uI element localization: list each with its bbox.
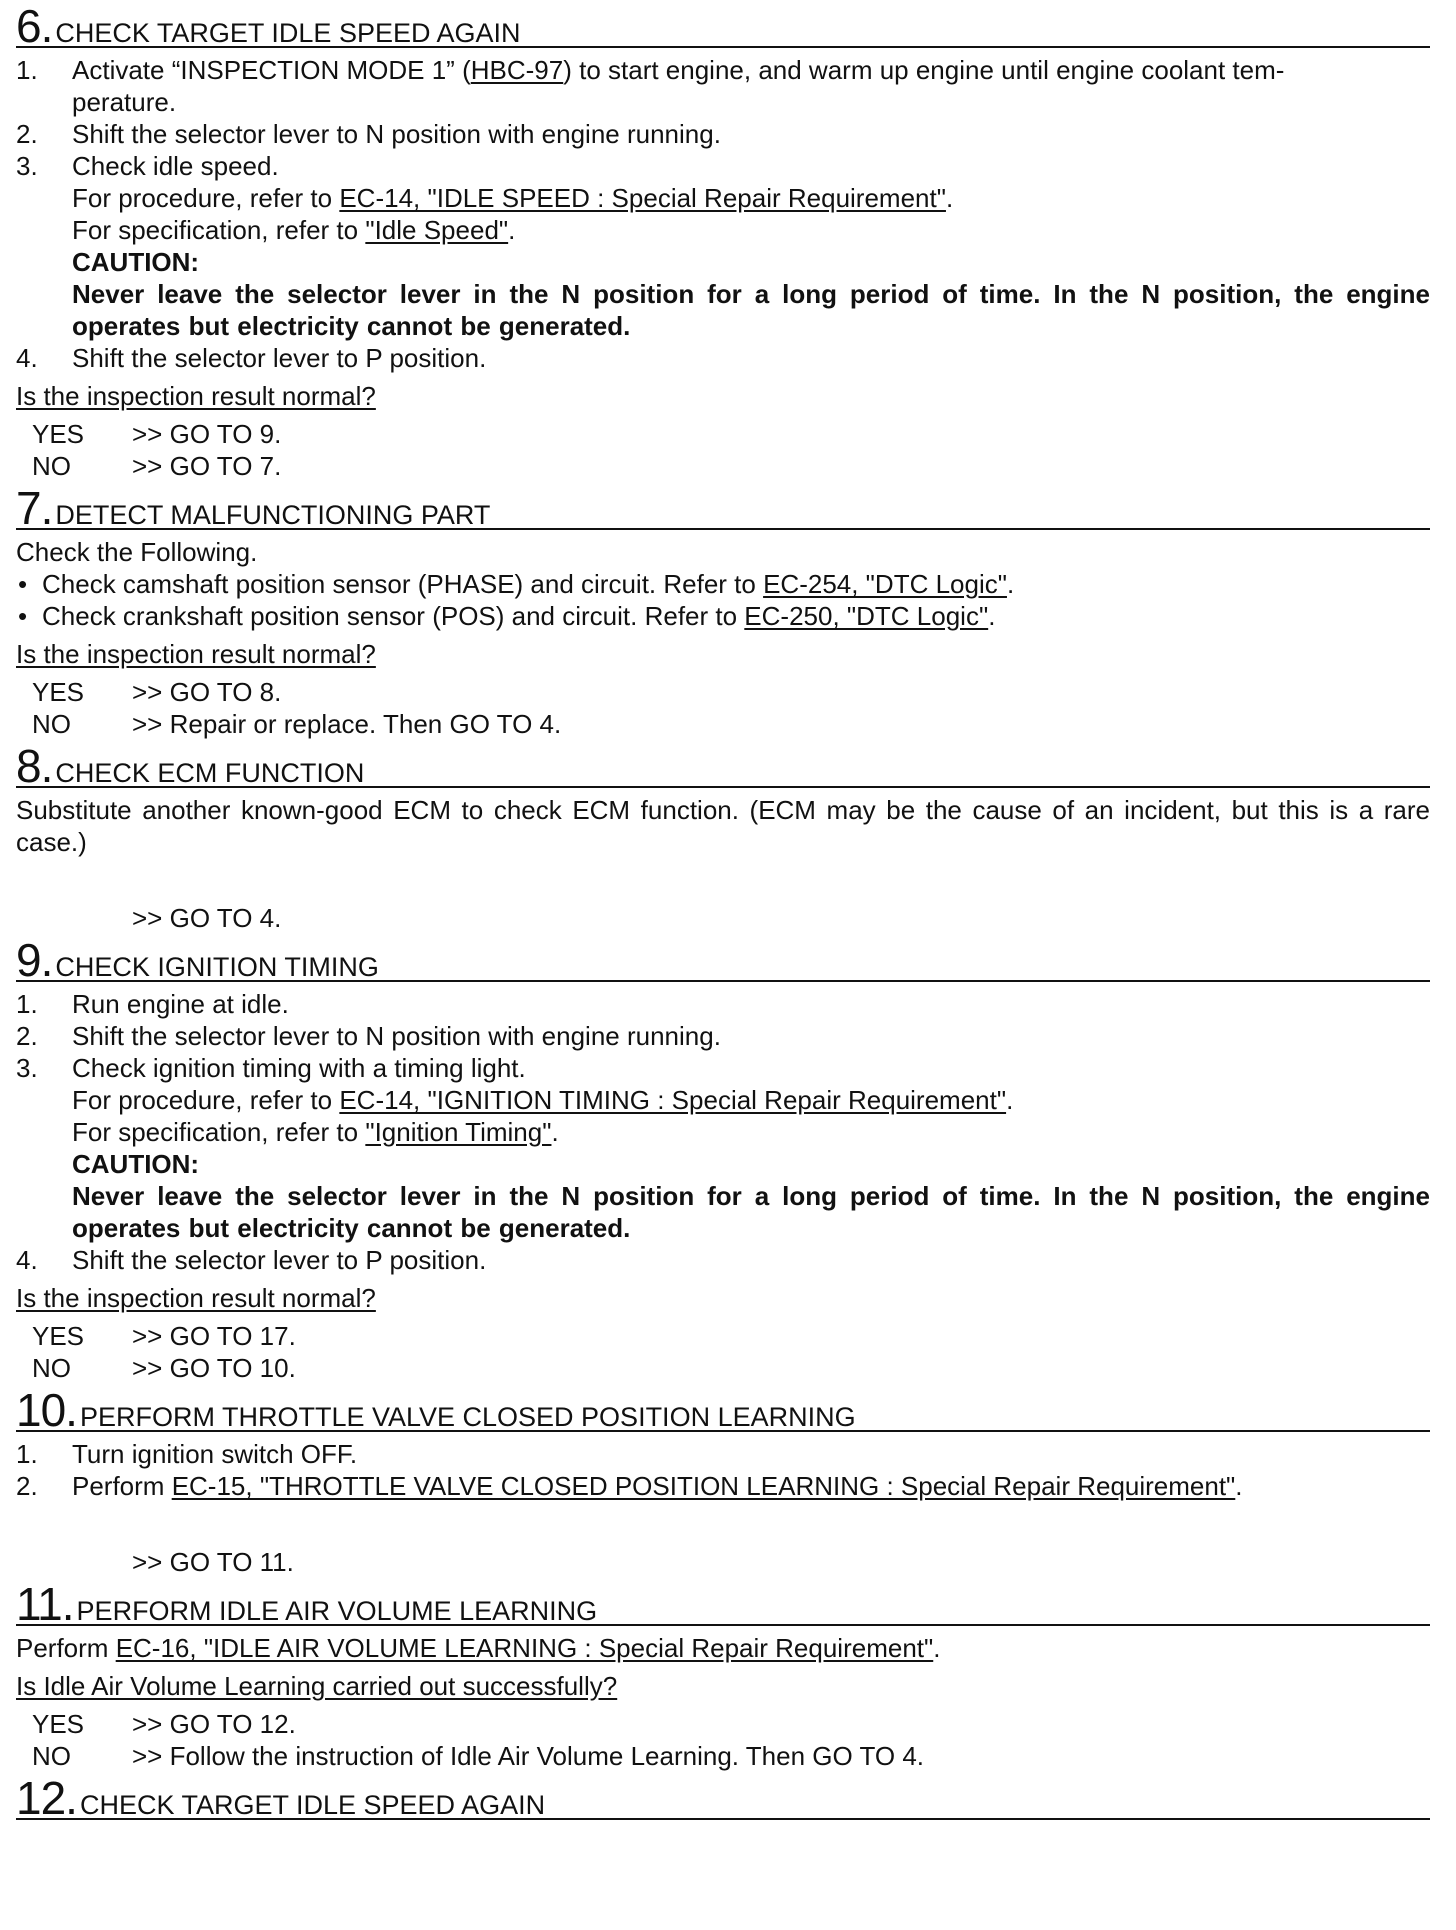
inspection-question: Is the inspection result normal?: [16, 1283, 376, 1313]
step-11: 11 . PERFORM IDLE AIR VOLUME LEARNING Perform EC-16, "IDLE AIR VOLUME LEARNING : Special Repair Requirement". Is Idle Air Volume Learning carried out successfully? YES >> GO TO 12. NO >> Follow the instruction of Idle Air Volume Learning. Then GO TO 4.: [16, 1578, 1430, 1772]
step-7: 7 . DETECT MALFUNCTIONING PART Check the Following. • Check camshaft position sensor (PHASE) and circuit. Refer to EC-254, "DTC Logic". • Check crankshaft position sensor (POS) and circuit. Refer to EC-250, "DTC Logic". Is the inspection result normal? YES >> GO TO 8. NO >> Repair or replace. Then GO TO 4.: [16, 482, 1430, 740]
bullet-item: • Check camshaft position sensor (PHASE) and circuit. Refer to EC-254, "DTC Logic".: [18, 569, 1015, 599]
list-item: 2. Perform EC-15, "THROTTLE VALVE CLOSED POSITION LEARNING : Special Repair Requirement".: [16, 1471, 1243, 1501]
step-title: PERFORM THROTTLE VALVE CLOSED POSITION LEARNING: [79, 1402, 856, 1432]
step-title: CHECK TARGET IDLE SPEED AGAIN: [55, 18, 521, 48]
answer-row: YES >> GO TO 12.: [32, 1709, 296, 1739]
reference-link[interactable]: EC-254, "DTC Logic": [763, 569, 1007, 599]
manual-page: [16, 0, 1430, 1824]
reference-link[interactable]: EC-16, "IDLE AIR VOLUME LEARNING : Special Repair Requirement": [115, 1633, 934, 1663]
step-10: [16, 1384, 1430, 1578]
answer-row: YES >> GO TO 8.: [32, 677, 282, 707]
step-number: 7: [16, 482, 41, 534]
goto-instruction: >> GO TO 11.: [132, 1547, 294, 1577]
step-number: 10: [16, 1384, 66, 1436]
reference-link[interactable]: EC-250, "DTC Logic": [744, 601, 989, 631]
list-item: 4. Shift the selector lever to P position.: [16, 1245, 487, 1275]
step-number: 9: [16, 934, 41, 986]
step-number: 8: [16, 740, 41, 792]
reference-link[interactable]: EC-14, "IGNITION TIMING : Special Repair Requirement": [339, 1085, 1007, 1115]
caution-label: CAUTION:: [72, 1149, 200, 1179]
caution-text: Never leave the selector lever in the N position for a long period of time. In the N position, the engine operates but electricity cannot be generated.: [72, 279, 1430, 341]
list-item: 4. Shift the selector lever to P position.: [16, 343, 487, 373]
step-heading: 8 . CHECK ECM FUNCTION: [16, 740, 1430, 788]
answer-row: NO >> GO TO 10.: [32, 1353, 296, 1383]
reference-link[interactable]: HBC-97: [470, 55, 564, 85]
step-number: 11: [16, 1578, 62, 1630]
goto-instruction: >> GO TO 4.: [132, 903, 282, 933]
reference-link[interactable]: "Ignition Timing": [365, 1117, 552, 1147]
reference-link[interactable]: EC-14, "IDLE SPEED : Special Repair Requirement": [339, 183, 946, 213]
step-8: 8 . CHECK ECM FUNCTION Substitute another known-good ECM to check ECM function. (ECM may be the cause of an incident, but this is a rare case.) >> GO TO 4.: [16, 740, 1430, 933]
list-item: 3. Check idle speed.: [16, 151, 279, 181]
step-heading: 7 . DETECT MALFUNCTIONING PART: [16, 482, 1430, 530]
step-heading: 10 . PERFORM THROTTLE VALVE CLOSED POSITION LEARNING: [16, 1384, 1430, 1432]
step-title: CHECK TARGET IDLE SPEED AGAIN: [79, 1790, 546, 1820]
step-title: CHECK IGNITION TIMING: [55, 952, 379, 982]
list-item: 3. Check ignition timing with a timing light.: [16, 1053, 526, 1083]
answer-row: NO >> GO TO 7.: [32, 451, 282, 481]
step-heading: 12 . CHECK TARGET IDLE SPEED AGAIN: [16, 1772, 1430, 1820]
step-9: 9 . CHECK IGNITION TIMING 1. Run engine at idle. 2. Shift the selector lever to N position with engine running. 3. Check ignition timing with a timing light. For procedure, refer to EC-14, "IGNITION TIMING : Special Repair Requirement". For specification, refer to "Ignition Timing". CAUTION: Never leave the selector lever in the N position for a long period of time. In the N position, the engine operates but electricity cannot be generated. 4. Shift the selector lever to P position. Is the inspection result normal? YES >> GO TO 17. NO >> GO TO 10.: [16, 934, 1430, 1383]
reference-link[interactable]: "Idle Speed": [365, 215, 509, 245]
answer-row: YES >> GO TO 17.: [32, 1321, 296, 1351]
list-item: 1. Turn ignition switch OFF.: [16, 1439, 358, 1469]
step-number: 12: [16, 1772, 66, 1824]
answer-row: NO >> Repair or replace. Then GO TO 4.: [32, 709, 562, 739]
bullet-item: • Check crankshaft position sensor (POS) and circuit. Refer to EC-250, "DTC Logic".: [18, 601, 996, 631]
reference-link[interactable]: EC-15, "THROTTLE VALVE CLOSED POSITION LEARNING : Special Repair Requirement": [171, 1471, 1236, 1501]
step-heading: 9 . CHECK IGNITION TIMING: [16, 934, 1430, 982]
answer-row: NO >> Follow the instruction of Idle Air Volume Learning. Then GO TO 4.: [32, 1741, 924, 1771]
inspection-question: Is Idle Air Volume Learning carried out successfully?: [16, 1671, 618, 1701]
caution-text: Never leave the selector lever in the N position for a long period of time. In the N position, the engine operates but electricity cannot be generated.: [72, 1181, 1430, 1243]
step-title: PERFORM IDLE AIR VOLUME LEARNING: [76, 1596, 598, 1626]
step-heading: 6 . CHECK TARGET IDLE SPEED AGAIN: [16, 0, 1430, 48]
step-title: CHECK ECM FUNCTION: [55, 758, 365, 788]
list-item: 2. Shift the selector lever to N position with engine running.: [16, 119, 721, 149]
inspection-question: Is the inspection result normal?: [16, 639, 376, 669]
list-item: 1. Activate “INSPECTION MODE 1” (HBC-97) to start engine, and warm up engine until engine coolant tem-: [16, 55, 1285, 85]
inspection-question: Is the inspection result normal?: [16, 381, 376, 411]
step-number: 6: [16, 0, 41, 52]
list-item: 2. Shift the selector lever to N position with engine running.: [16, 1021, 721, 1051]
step-heading: 11 . PERFORM IDLE AIR VOLUME LEARNING: [16, 1578, 1430, 1626]
list-item: 1. Run engine at idle.: [16, 989, 289, 1019]
answer-row: YES >> GO TO 9.: [32, 419, 282, 449]
step-6: 6 . CHECK TARGET IDLE SPEED AGAIN 1. Activate “INSPECTION MODE 1” (HBC-97) to start engine, and warm up engine until engine coolant tem- perature. 2. Shift the selector lever to N position with engine running. 3. Check idle speed. For procedure, refer to EC-14, "IDLE SPEED : Special Repair Requirement". For specification, refer to "Idle Speed". CAUTION: Never leave the selector lever in the N position for a long period of time. In the N position, the engine operates but electricity cannot be generated. 4. Shift the selector lever to P position. Is the inspection result normal? YES >> GO TO 9. NO >> GO TO 7.: [16, 0, 1430, 481]
caution-label: CAUTION:: [72, 247, 200, 277]
step-title: DETECT MALFUNCTIONING PART: [55, 500, 491, 530]
step-12: [16, 1772, 1430, 1824]
